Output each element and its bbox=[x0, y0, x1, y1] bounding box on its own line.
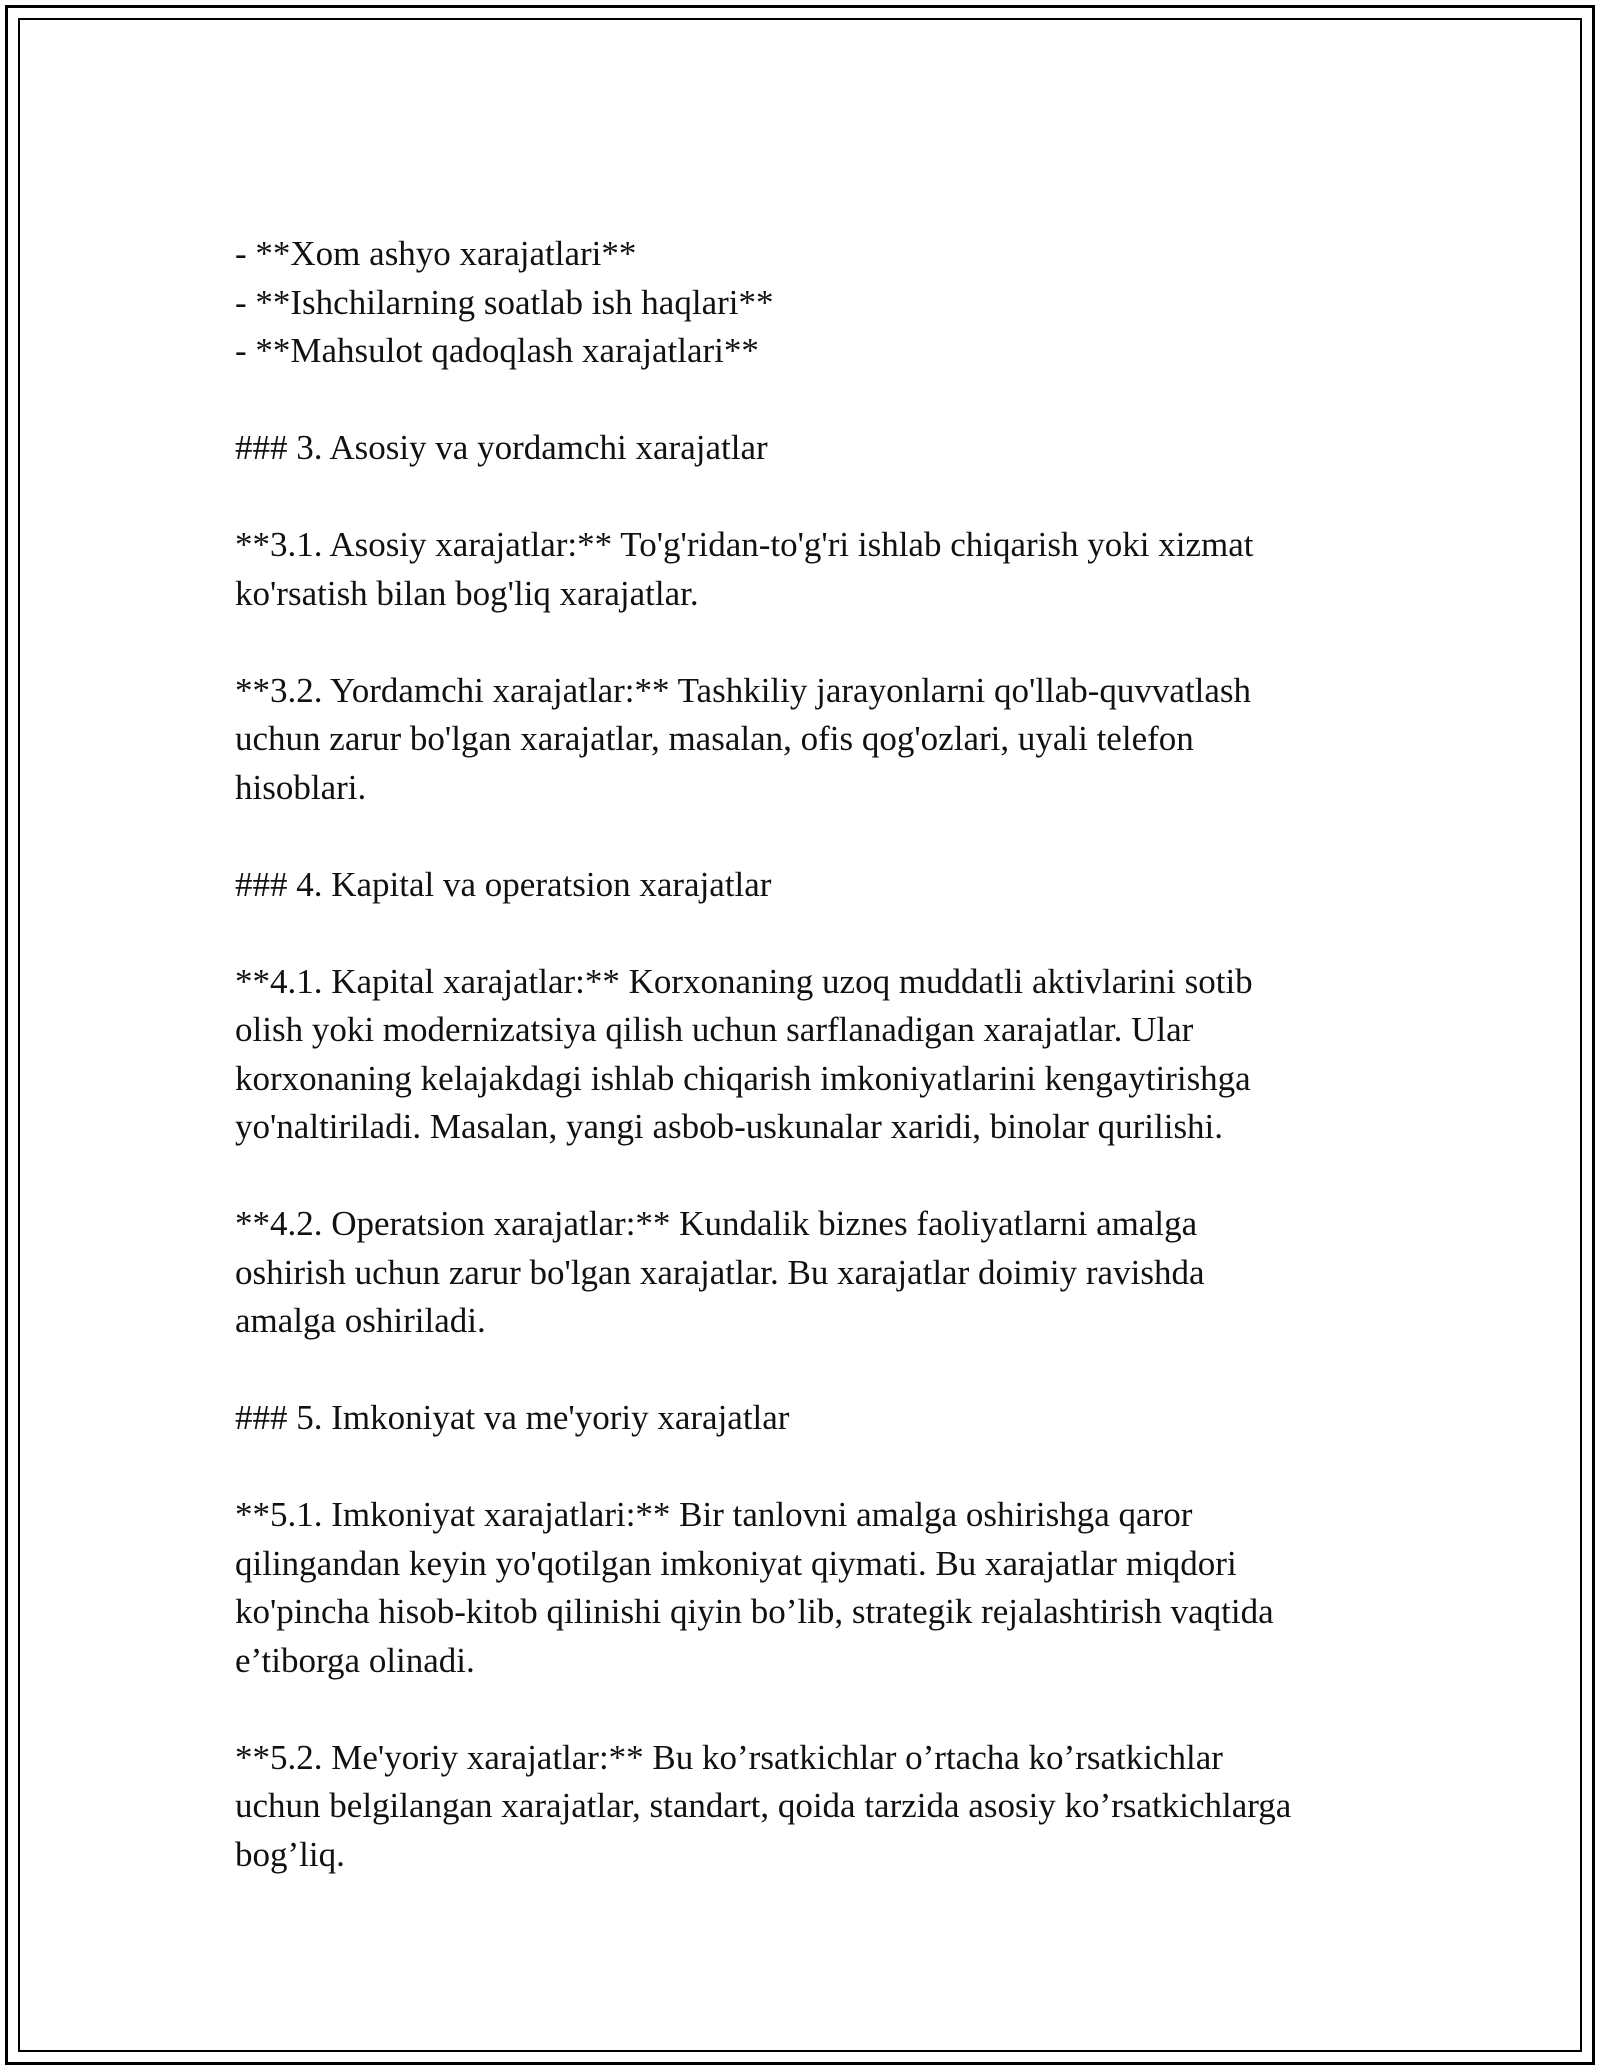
paragraph-line: oshirish uchun zarur bo'lgan xarajatlar. Bu xarajatlar doimiy ravishda bbox=[235, 1252, 1205, 1292]
paragraph-line: **4.2. Operatsion xarajatlar:** Kundalik biznes faoliyatlarni amalga bbox=[235, 1204, 1198, 1243]
blank-line bbox=[235, 909, 1365, 958]
section-heading: ### 5. Imkoniyat va me'yoriy xarajatlar bbox=[235, 1398, 790, 1437]
paragraph-line: olish yoki modernizatsiya qilish uchun sarflanadigan xarajatlar. Ular bbox=[235, 1010, 1194, 1049]
blank-line bbox=[235, 1152, 1365, 1201]
document-body bbox=[235, 230, 1365, 1879]
paragraph-line: **3.2. Yordamchi xarajatlar:** Tashkiliy jarayonlarni qo'llab-quvvatlash bbox=[235, 670, 1252, 710]
blank-line bbox=[235, 1346, 1365, 1395]
paragraph-line: e’tiborga olinadi. bbox=[235, 1640, 475, 1680]
blank-line bbox=[235, 1443, 1365, 1492]
blank-line bbox=[235, 1685, 1365, 1734]
blank-line bbox=[235, 618, 1365, 667]
paragraph-line: qilingandan keyin yo'qotilgan imkoniyat qiymati. Bu xarajatlar miqdori bbox=[235, 1543, 1237, 1583]
paragraph-line: uchun belgilangan xarajatlar, standart, qoida tarzida asosiy ko’rsatkichlarga bbox=[235, 1786, 1292, 1825]
section-heading: ### 3. Asosiy va yordamchi xarajatlar bbox=[235, 428, 768, 467]
paragraph-line: ko'rsatish bilan bog'liq xarajatlar. bbox=[235, 573, 699, 613]
paragraph-line: **5.1. Imkoniyat xarajatlari:** Bir tanlovni amalga oshirishga qaror bbox=[235, 1495, 1193, 1534]
section-heading: ### 4. Kapital va operatsion xarajatlar bbox=[235, 864, 772, 904]
blank-line bbox=[235, 473, 1365, 522]
paragraph-line: **3.1. Asosiy xarajatlar:** To'g'ridan-to'g'ri ishlab chiqarish yoki xizmat bbox=[235, 525, 1254, 564]
blank-line bbox=[235, 376, 1365, 425]
paragraph-line: uchun zarur bo'lgan xarajatlar, masalan, ofis qog'ozlari, uyali telefon bbox=[235, 719, 1194, 758]
paragraph-line: bog’liq. bbox=[235, 1834, 345, 1874]
paragraph-line: **5.2. Me'yoriy xarajatlar:** Bu ko’rsatkichlar o’rtacha ko’rsatkichlar bbox=[235, 1737, 1223, 1777]
paragraph-line: **4.1. Kapital xarajatlar:** Korxonaning uzoq muddatli aktivlarini sotib bbox=[235, 961, 1253, 1001]
list-item: - **Ishchilarning soatlab ish haqlari** bbox=[235, 282, 774, 322]
paragraph-line: yo'naltiriladi. Masalan, yangi asbob-uskunalar xaridi, binolar qurilishi. bbox=[235, 1107, 1224, 1146]
blank-line bbox=[235, 812, 1365, 861]
paragraph-line: amalga oshiriladi. bbox=[235, 1301, 486, 1340]
paragraph-line: ko'pincha hisob-kitob qilinishi qiyin bo’lib, strategik rejalashtirish vaqtida bbox=[235, 1592, 1274, 1631]
list-item: - **Mahsulot qadoqlash xarajatlari** bbox=[235, 331, 759, 370]
list-item: - **Xom ashyo xarajatlari** bbox=[235, 234, 637, 273]
paragraph-line: hisoblari. bbox=[235, 767, 367, 807]
paragraph-line: korxonaning kelajakdagi ishlab chiqarish imkoniyatlarini kengaytirishga bbox=[235, 1058, 1251, 1098]
